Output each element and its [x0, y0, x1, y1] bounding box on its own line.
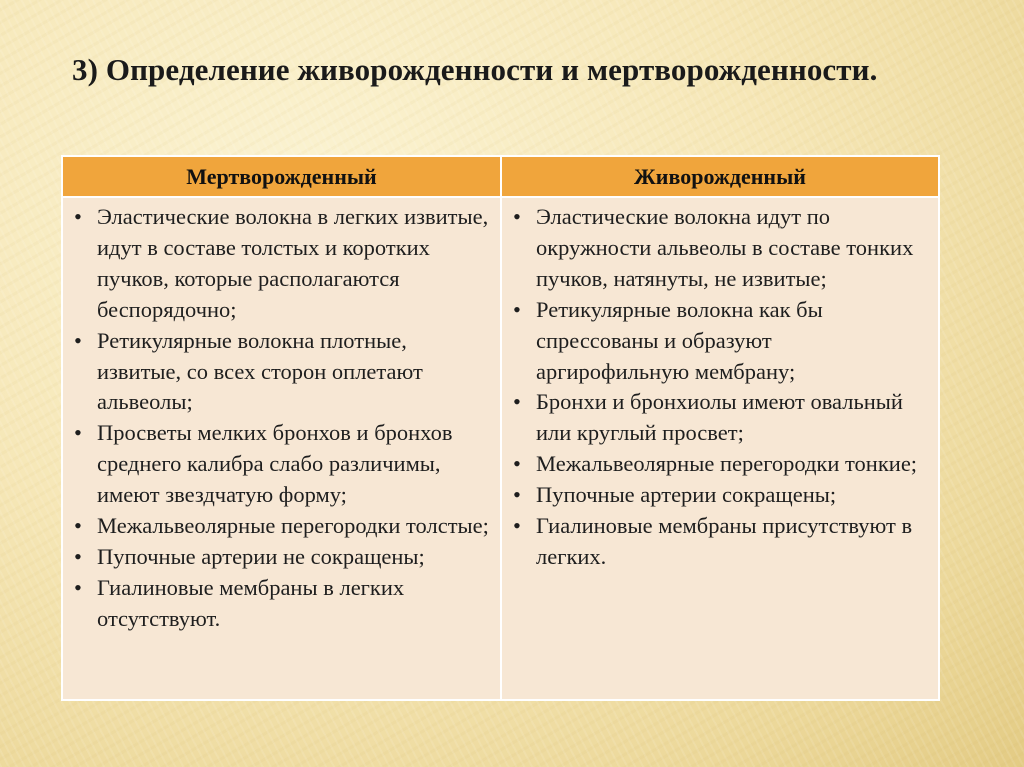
list-item — [512, 511, 928, 573]
comparison-table — [61, 155, 938, 701]
bullet-icon: • — [513, 296, 521, 322]
list-item — [512, 202, 928, 295]
bullet-icon: • — [513, 451, 521, 477]
list-item-text: Эластические волокна в легких извитые, идут в составе толстых и коротких пучков, которые располагаются беспорядочно; — [97, 204, 489, 322]
list-item — [512, 387, 928, 449]
list-item — [73, 542, 490, 573]
list-item — [73, 573, 490, 635]
bullet-icon: • — [513, 482, 521, 508]
list-item-text: Пупочные артерии сокращены; — [536, 482, 837, 508]
list-item — [73, 511, 490, 542]
list-item-text: Межальвеолярные перегородки тонкие; — [536, 451, 918, 477]
list-item-text: Межальвеолярные перегородки толстые; — [97, 513, 489, 539]
list-item — [73, 202, 490, 326]
bullet-icon: • — [74, 574, 82, 600]
list-item-text: Гиалиновые мембраны в легких отсутствуют. — [97, 574, 405, 631]
bullet-icon: • — [513, 513, 521, 539]
list-item — [512, 480, 928, 511]
bullet-icon: • — [513, 389, 521, 415]
header-liveborn: Живорожденный — [501, 156, 939, 197]
list-item-text: Ретикулярные волокна плотные, извитые, со всех сторон оплетают альвеолы; — [97, 327, 423, 415]
bullet-icon: • — [513, 204, 521, 229]
bullet-icon: • — [74, 327, 82, 353]
bullet-icon: • — [74, 420, 82, 446]
liveborn-column — [501, 197, 939, 700]
stillborn-column — [62, 197, 501, 700]
list-item-text: Бронхи и бронхиолы имеют овальный или круглый просвет; — [536, 389, 903, 446]
list-item-text: Ретикулярные волокна как бы спрессованы и образуют аргирофильную мембрану; — [536, 296, 823, 384]
list-item-text: Эластические волокна идут по окружности альвеолы в составе тонких пучков, натянуты, не извитые; — [536, 204, 914, 291]
bullet-icon: • — [74, 513, 82, 539]
list-item-text: Гиалиновые мембраны присутствуют в легких. — [536, 513, 913, 569]
slide-title: 3) Определение живорожденности и мертворожденности. — [72, 52, 878, 87]
list-item — [512, 295, 928, 388]
bullet-icon: • — [74, 204, 82, 229]
liveborn-list — [512, 202, 928, 573]
bullet-icon: • — [74, 543, 82, 569]
list-item-text: Пупочные артерии не сокращены; — [97, 543, 425, 569]
header-stillborn: Мертворожденный — [62, 156, 501, 197]
list-item — [73, 326, 490, 419]
list-item — [512, 449, 928, 480]
list-item — [73, 418, 490, 511]
list-item-text: Просветы мелких бронхов и бронхов среднего калибра слабо различимы, имеют звездчатую форму; — [97, 420, 453, 508]
stillborn-list — [73, 202, 490, 635]
